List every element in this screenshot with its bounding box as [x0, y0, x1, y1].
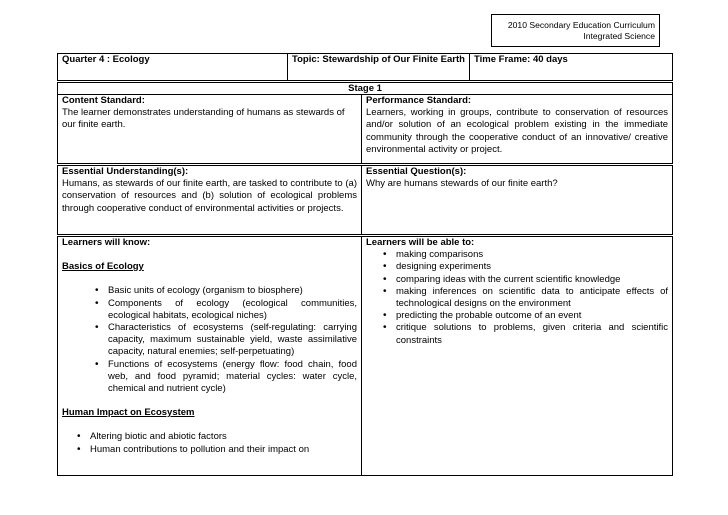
list-item: • designing experiments — [396, 261, 668, 273]
basics-of-ecology-list — [62, 285, 357, 395]
curriculum-title: 2010 Secondary Education Curriculum — [507, 20, 655, 30]
skills-list — [366, 249, 668, 347]
essential-question-label: Essential Question(s): — [366, 166, 467, 177]
essential-understanding-cell — [58, 165, 362, 236]
learners-able-cell — [362, 236, 673, 476]
performance-standard-text: Learners, working in groups, contribute to conservation of resources and/or solution of an ecological problem existing in the immediate community through the cooperative conduct of an innovative/ creative environmental activity or project. — [366, 107, 669, 155]
essential-question-text: Why are humans stewards of our finite earth? — [366, 178, 558, 190]
basics-of-ecology-title: Basics of Ecology — [62, 261, 144, 273]
list-item: • critique solutions to problems, given criteria and scientific constraints — [396, 322, 668, 346]
content-standard-text: The learner demonstrates understanding of humans as stewards of our finite earth. — [62, 107, 345, 131]
time-frame-cell: Time Frame: 40 days — [470, 54, 673, 82]
performance-standard-cell — [362, 95, 673, 165]
essential-question-cell — [362, 165, 673, 236]
list-item: • predicting the probable outcome of an event — [396, 310, 668, 322]
list-item: • Altering biotic and abiotic factors — [90, 431, 357, 443]
learners-know-label: Learners will know: — [62, 237, 151, 248]
content-standard-label: Content Standard: — [62, 95, 145, 106]
quarter-cell: Quarter 4 : Ecology — [58, 54, 288, 82]
list-item: • Functions of ecosystems (energy flow: food chain, food web, and food pyramid; material cycles: water cycle, chemical and nutrient cycle) — [108, 359, 357, 396]
curriculum-header — [491, 14, 660, 47]
topic-cell: Topic: Stewardship of Our Finite Earth — [288, 54, 470, 82]
performance-standard-label: Performance Standard: — [366, 95, 472, 106]
learners-able-label: Learners will be able to: — [366, 237, 475, 248]
content-standard-cell — [58, 95, 362, 165]
list-item: • making comparisons — [396, 249, 668, 261]
list-item: • Characteristics of ecosystems (self-regulating: carrying capacity, maximum sustainable yield, waste assimilative capacity, natural enemies; self-perpetuating) — [108, 322, 357, 359]
human-impact-list — [62, 431, 357, 455]
list-item: • Components of ecology (ecological communities, ecological habitats, ecological niches) — [108, 298, 357, 322]
subject-title: Integrated Science — [583, 31, 655, 41]
essential-understanding-label: Essential Understanding(s): — [62, 166, 189, 177]
stage-label: Stage 1 — [58, 82, 673, 95]
list-item: • Human contributions to pollution and their impact on — [90, 444, 357, 456]
curriculum-table — [57, 53, 673, 476]
learners-know-cell — [58, 236, 362, 476]
list-item: • Basic units of ecology (organism to biosphere) — [108, 285, 357, 297]
human-impact-title: Human Impact on Ecosystem — [62, 407, 195, 419]
list-item: • comparing ideas with the current scientific knowledge — [396, 274, 668, 286]
essential-understanding-text: Humans, as stewards of our finite earth, are tasked to contribute to (a) conservation of resources and (b) solution of ecological problems through cooperative conduct of environmental activities or projects. — [62, 178, 357, 214]
list-item: • making inferences on scientific data to anticipate effects of technological designs on the environment — [396, 286, 668, 310]
